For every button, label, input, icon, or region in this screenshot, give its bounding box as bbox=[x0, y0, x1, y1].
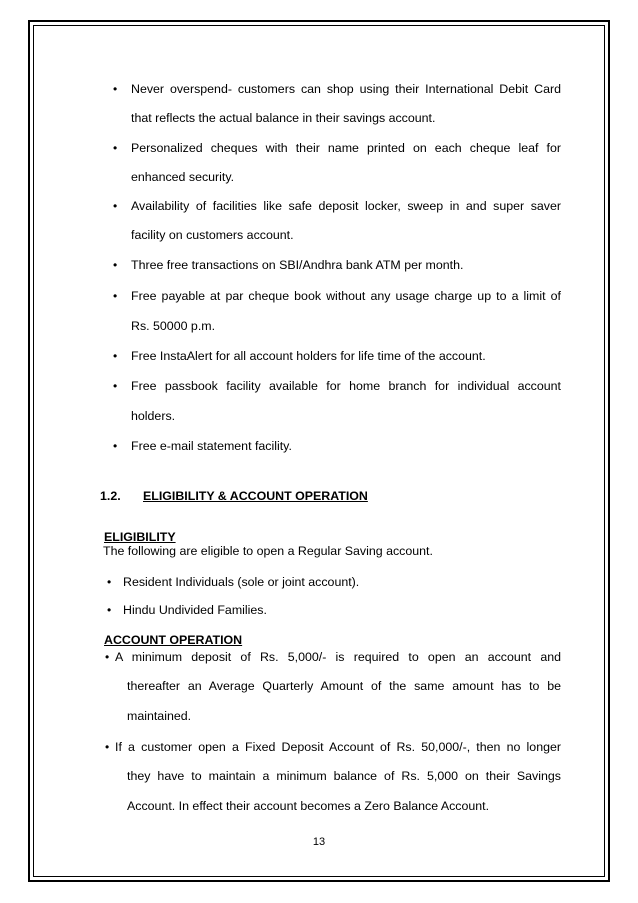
list-item: A minimum deposit of Rs. 5,000/- is required to open an account and bbox=[115, 650, 561, 664]
bullet-icon: • bbox=[105, 650, 110, 664]
account-operation-heading: ACCOUNT OPERATION bbox=[104, 633, 243, 647]
list-item: they have to maintain a minimum balance of Rs. 5,000 on their Savings bbox=[127, 769, 561, 783]
bullet-icon: • bbox=[113, 82, 118, 96]
list-item: Free payable at par cheque book without any usage charge up to a limit of bbox=[131, 289, 561, 303]
list-item: Rs. 50000 p.m. bbox=[131, 319, 216, 333]
list-item: Account. In effect their account becomes a Zero Balance Account. bbox=[127, 799, 490, 813]
list-item: Hindu Undivided Families. bbox=[123, 603, 267, 617]
bullet-icon: • bbox=[113, 199, 118, 213]
list-item: maintained. bbox=[127, 709, 192, 723]
list-item: Resident Individuals (sole or joint account). bbox=[123, 575, 360, 589]
list-item: Free e-mail statement facility. bbox=[131, 439, 292, 453]
list-item: enhanced security. bbox=[131, 170, 235, 184]
bullet-icon: • bbox=[107, 603, 112, 617]
bullet-icon: • bbox=[107, 575, 112, 589]
list-item: facility on customers account. bbox=[131, 228, 294, 242]
list-item: Personalized cheques with their name printed on each cheque leaf for bbox=[131, 141, 561, 155]
list-item: holders. bbox=[131, 409, 176, 423]
bullet-icon: • bbox=[113, 379, 118, 393]
list-item: Never overspend- customers can shop using their International Debit Card bbox=[131, 82, 561, 96]
section-title: ELIGIBILITY & ACCOUNT OPERATION bbox=[143, 489, 368, 503]
bullet-icon: • bbox=[113, 258, 118, 272]
section-number: 1.2. bbox=[100, 489, 121, 503]
bullet-icon: • bbox=[113, 349, 118, 363]
bullet-icon: • bbox=[113, 289, 118, 303]
list-item: Free InstaAlert for all account holders for life time of the account. bbox=[131, 349, 486, 363]
list-item: Availability of facilities like safe deposit locker, sweep in and super saver bbox=[131, 199, 561, 213]
bullet-icon: • bbox=[105, 740, 110, 754]
list-item: that reflects the actual balance in their savings account. bbox=[131, 111, 436, 125]
list-item: If a customer open a Fixed Deposit Account of Rs. 50,000/-, then no longer bbox=[115, 740, 561, 754]
list-item: Three free transactions on SBI/Andhra bank ATM per month. bbox=[131, 258, 464, 272]
eligibility-heading: ELIGIBILITY bbox=[104, 530, 176, 544]
bullet-icon: • bbox=[113, 141, 118, 155]
list-item: Free passbook facility available for home branch for individual account bbox=[131, 379, 561, 393]
list-item: thereafter an Average Quarterly Amount of the same amount has to be bbox=[127, 679, 561, 693]
page-number: 13 bbox=[312, 836, 326, 848]
eligibility-intro: The following are eligible to open a Regular Saving account. bbox=[103, 544, 433, 558]
bullet-icon: • bbox=[113, 439, 118, 453]
